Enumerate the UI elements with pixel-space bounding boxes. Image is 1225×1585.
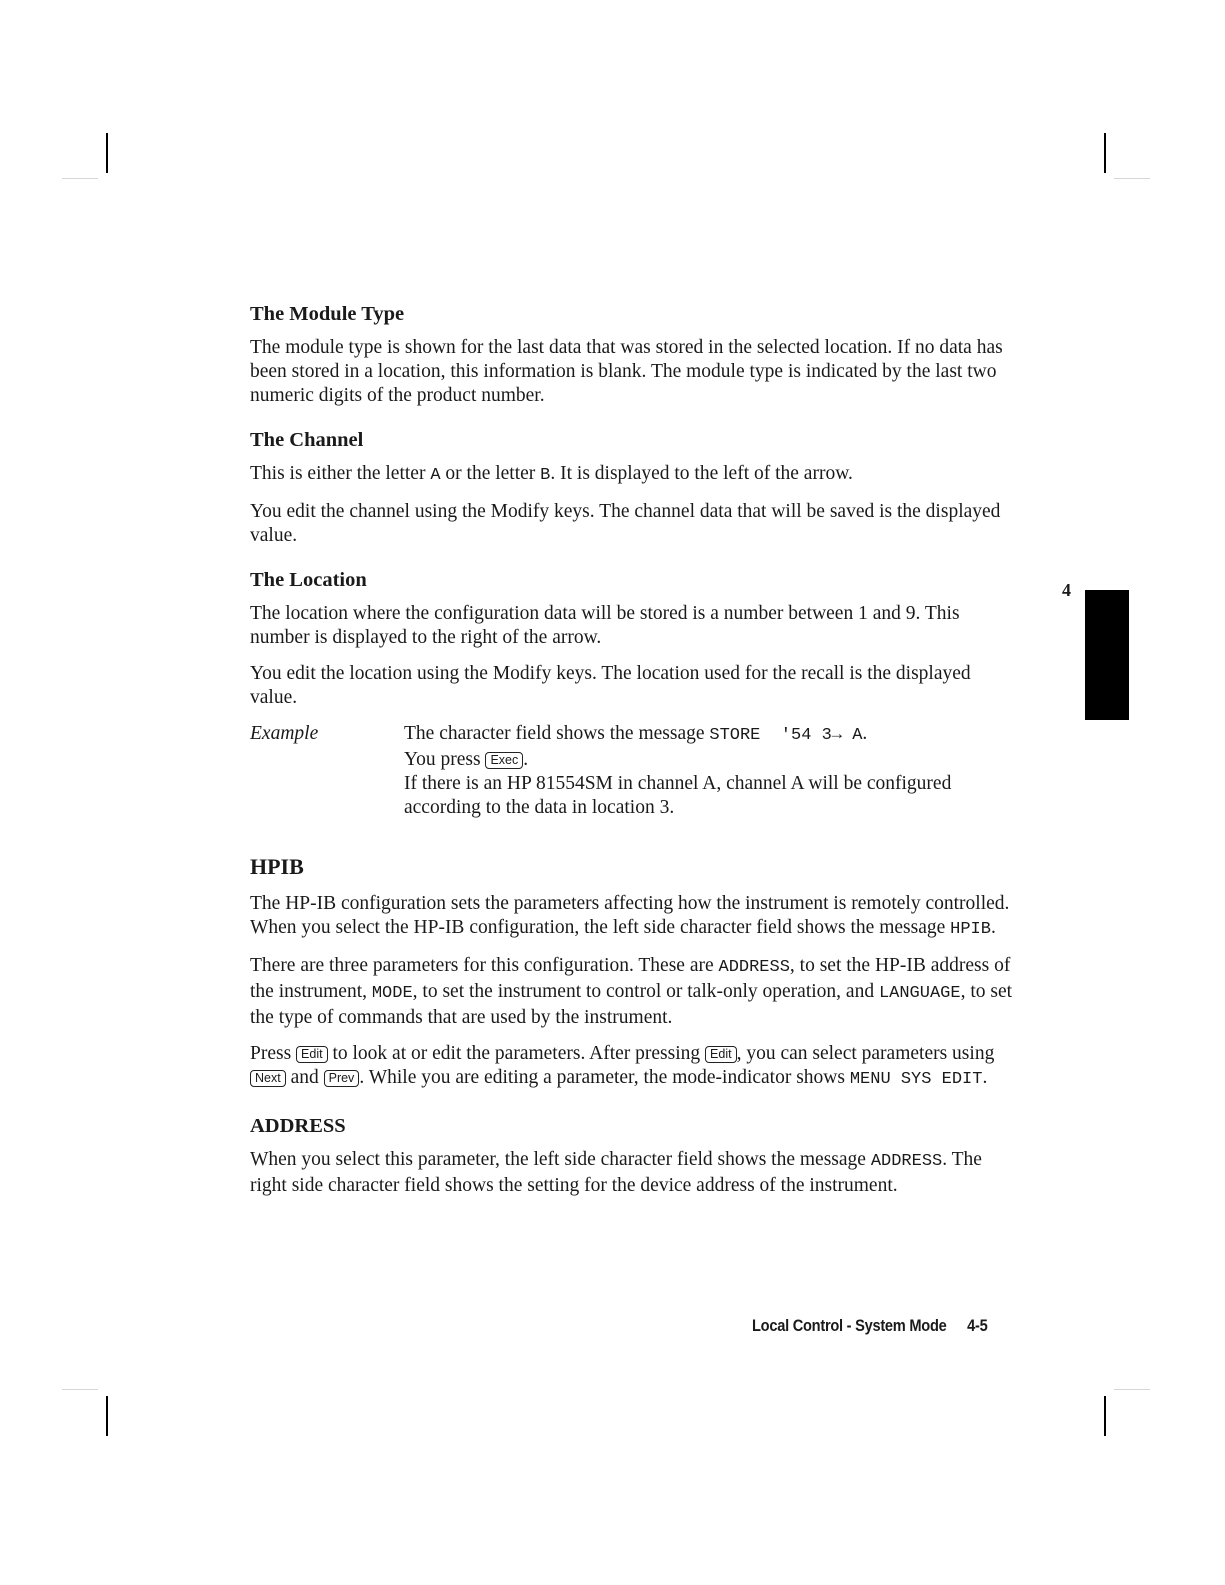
channel-paragraph-2: You edit the channel using the Modify keys. The channel data that will be saved is the displayed value. [250, 501, 1001, 546]
crop-mark [106, 133, 108, 173]
example-label: Example [250, 723, 319, 744]
crop-mark [1114, 1389, 1150, 1390]
address-message-code: ADDRESS [870, 1152, 943, 1171]
channel-code-b: B [540, 466, 551, 485]
page-content [250, 302, 1020, 1210]
channel-code-a: A [430, 466, 441, 485]
exec-key: Exec [485, 752, 523, 769]
crop-mark [62, 1389, 98, 1390]
address-code: ADDRESS [718, 958, 790, 977]
edit-key: Edit [296, 1046, 328, 1063]
example-line-3: If there is an HP 81554SM in channel A, channel A will be configured according to the data in location 3. [404, 773, 952, 818]
hpib-paragraph-2: There are three parameters for this configuration. These are ADDRESS, to set the HP-IB address of the instrument, MODE, to set the instrument to control or talk-only operation, and LANGUAGE, to set the type of commands that are used by the instrument. [250, 955, 1013, 1028]
example-block [250, 722, 1020, 820]
crop-mark [106, 1396, 108, 1436]
crop-mark [1104, 133, 1106, 173]
crop-mark [62, 178, 98, 179]
module-type-heading: The Module Type [250, 303, 405, 325]
chapter-tab-marker [1085, 590, 1129, 720]
footer-title: Local Control - System Mode [752, 1316, 947, 1335]
hpib-code: HPIB [950, 920, 991, 939]
page-number: 4-5 [967, 1316, 988, 1335]
hpib-paragraph-3: Press Edit to look at or edit the parameters. After pressing Edit , you can select parameters using Next and Prev . While you are editing a parameter, the mode-indicator shows MENU SYS EDIT. [250, 1043, 995, 1089]
example-line-2: You press Exec . [404, 749, 529, 770]
location-paragraph-2: You edit the location using the Modify keys. The location used for the recall is the displayed value. [250, 663, 971, 708]
language-code: LANGUAGE [878, 984, 961, 1003]
location-paragraph-1: The location where the configuration data will be stored is a number between 1 and 9. This number is displayed to the right of the arrow. [250, 603, 960, 648]
address-paragraph: When you select this parameter, the left side character field shows the message ADDRESS. The right side character field shows the setting for the device address of the instrument. [250, 1149, 982, 1196]
hpib-paragraph-1: The HP-IB configuration sets the parameters affecting how the instrument is remotely controlled. When you select the HP-IB configuration, the left side character field shows the message HPIB. [250, 893, 1010, 939]
channel-heading: The Channel [250, 429, 364, 451]
crop-mark [1104, 1396, 1106, 1436]
crop-mark [1114, 178, 1150, 179]
channel-paragraph-1: This is either the letter A or the letter B. It is displayed to the left of the arrow. [250, 463, 853, 485]
store-message-code: STORE '54 3→ A [709, 726, 863, 745]
menu-sys-edit-code: MENU SYS EDIT [849, 1070, 983, 1089]
edit-key: Edit [705, 1046, 737, 1063]
example-line-1: The character field shows the message STORE '54 3→ A. [404, 723, 868, 745]
page-footer [752, 1316, 987, 1336]
address-heading: ADDRESS [250, 1115, 346, 1137]
location-heading: The Location [250, 569, 367, 591]
mode-code: MODE [371, 984, 413, 1003]
prev-key: Prev [324, 1070, 360, 1087]
hpib-heading: HPIB [250, 854, 304, 879]
next-key: Next [250, 1070, 286, 1087]
module-type-text: The module type is shown for the last data that was stored in the selected location. If no data has been stored in a location, this information is blank. The module type is indicated by the last two numeric digits of the product number. [250, 337, 1003, 406]
chapter-tab-number: 4 [1062, 580, 1071, 600]
